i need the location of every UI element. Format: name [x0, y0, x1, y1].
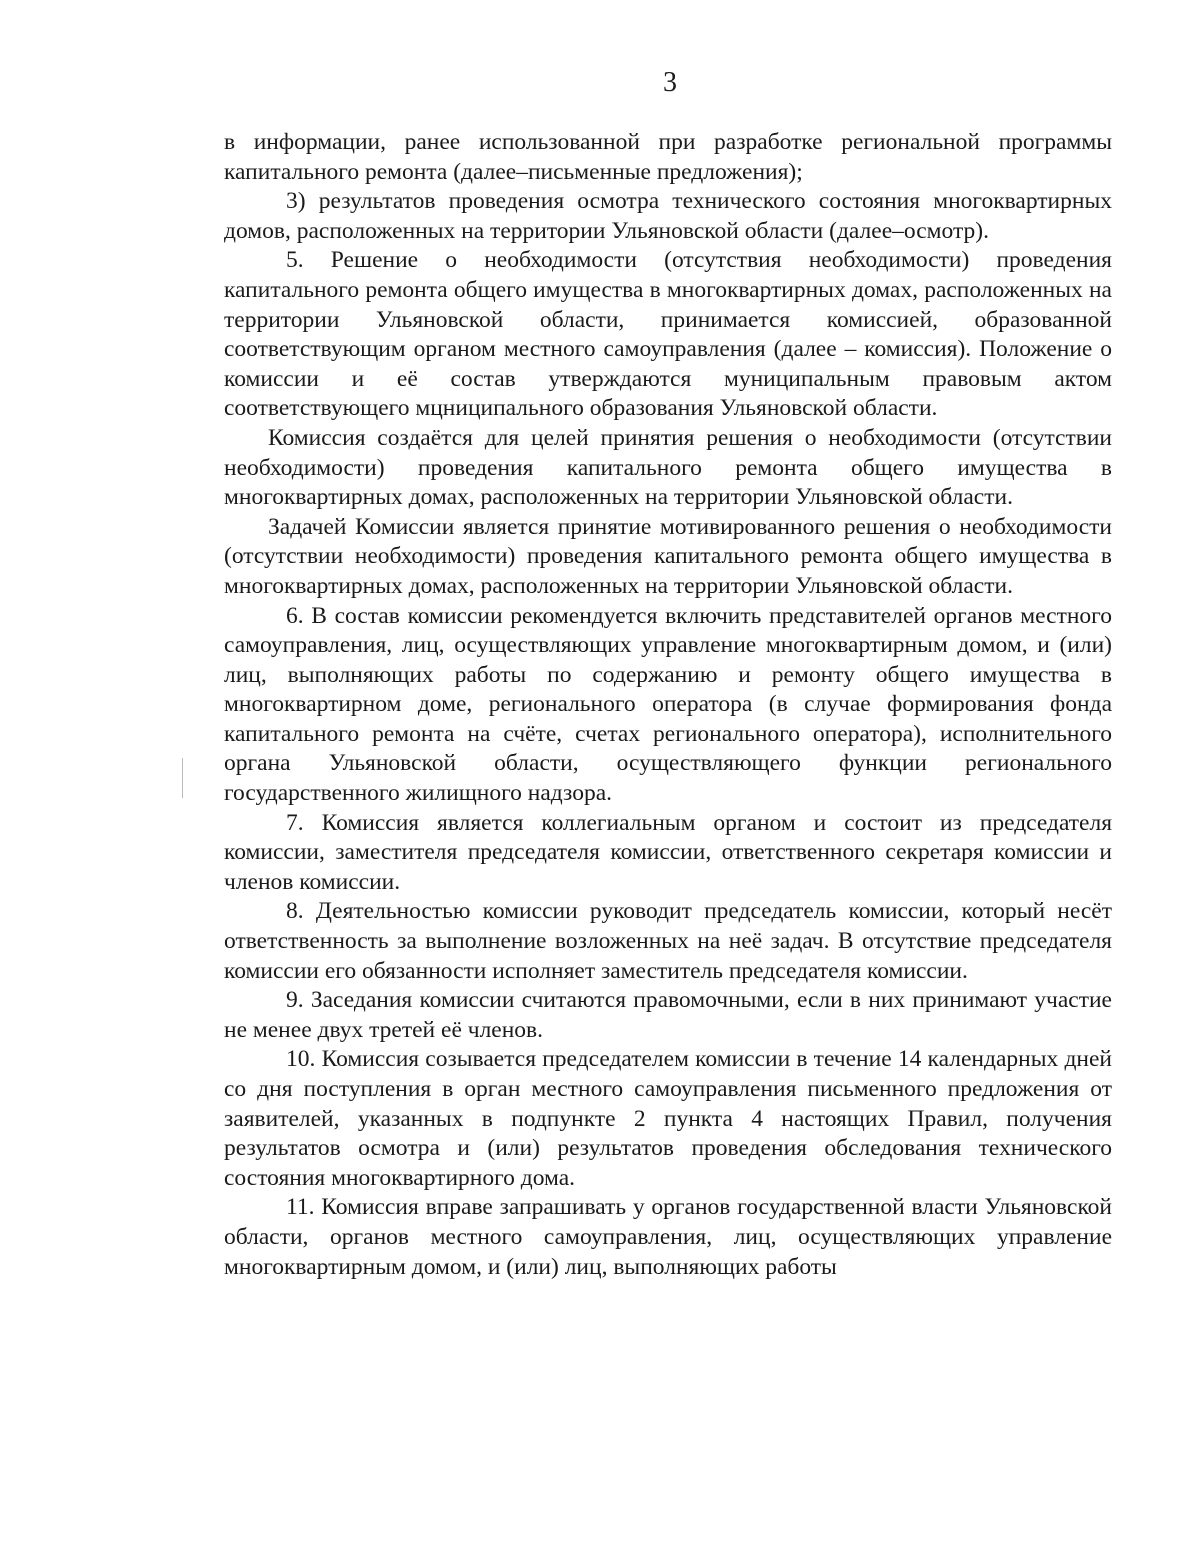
paragraph-item-5: 5. Решение о необходимости (отсутствия необходимости) проведения капитального ремонта общего имущества в многоквартирных домах, расположенных на территории Ульяновской области, принимается комиссией, образованной соответствующим органом местного самоуправления (далее – комиссия). Положение о комиссии и её состав утверждаются муниципальным правовым актом соответствующего мцниципального образования Ульяновской области.: [224, 247, 1112, 422]
paragraph-item-9: 9. Заседания комиссии считаются правомочными, если в них принимают участие не менее двух третей её членов.: [224, 987, 1112, 1043]
paragraph-continuation: в информации, ранее использованной при разработке региональной программы капитального ремонта (далее–письменные предложения);: [224, 129, 1112, 185]
document-body: [224, 128, 1112, 1282]
margin-mark: [182, 758, 183, 798]
paragraph-commission-task: Задачей Комиссии является принятие мотивированного решения о необходимости (отсутствии необходимости) проведения капитального ремонта общего имущества в многоквартирных домах, расположенных на территории Ульяновской области.: [224, 513, 1112, 599]
paragraph-item-11: 11. Комиссия вправе запрашивать у органов государственной власти Ульяновской области, органов местного самоуправления, лиц, осуществляющих управление многоквартирным домом, и (или) лиц, выполняющих работы: [224, 1194, 1112, 1280]
paragraph-item-8: 8. Деятельностью комиссии руководит председатель комиссии, который несёт ответственность за выполнение возложенных на неё задач. В отсутствие председателя комиссии его обязанности исполняет заместитель председателя комиссии.: [224, 898, 1112, 984]
paragraph-item-3: 3) результатов проведения осмотра технического состояния многоквартирных домов, расположенных на территории Ульяновской области (далее–осмотр).: [224, 188, 1112, 244]
paragraph-item-10: 10. Комиссия созывается председателем комиссии в течение 14 календарных дней со дня поступления в орган местного самоуправления письменного предложения от заявителей, указанных в подпункте 2 пункта 4 настоящих Правил, получения результатов осмотра и (или) результатов проведения обследования технического состояния многоквартирного дома.: [224, 1046, 1112, 1191]
paragraph-item-6: 6. В состав комиссии рекомендуется включить представителей органов местного самоуправления, лиц, осуществляющих управление многоквартирным домом, и (или) лиц, выполняющих работы по содержанию и ремонту общего имущества в многоквартирном доме, регионального оператора (в случае формирования фонда капитального ремонта на счёте, счетах регионального оператора), исполнительного органа Ульяновской области, осуществляющего функции регионального государственного жилищного надзора.: [224, 602, 1112, 807]
page-number: 3: [663, 67, 677, 98]
paragraph-commission-purpose: Комиссия создаётся для целей принятия решения о необходимости (отсутствии необходимости) проведения капитального ремонта общего имущества в многоквартирных домах, расположенных на территории Ульяновской области.: [224, 424, 1112, 511]
paragraph-item-7: 7. Комиссия является коллегиальным органом и состоит из председателя комиссии, заместителя председателя комиссии, ответственного секретаря комиссии и членов комиссии.: [224, 809, 1112, 895]
